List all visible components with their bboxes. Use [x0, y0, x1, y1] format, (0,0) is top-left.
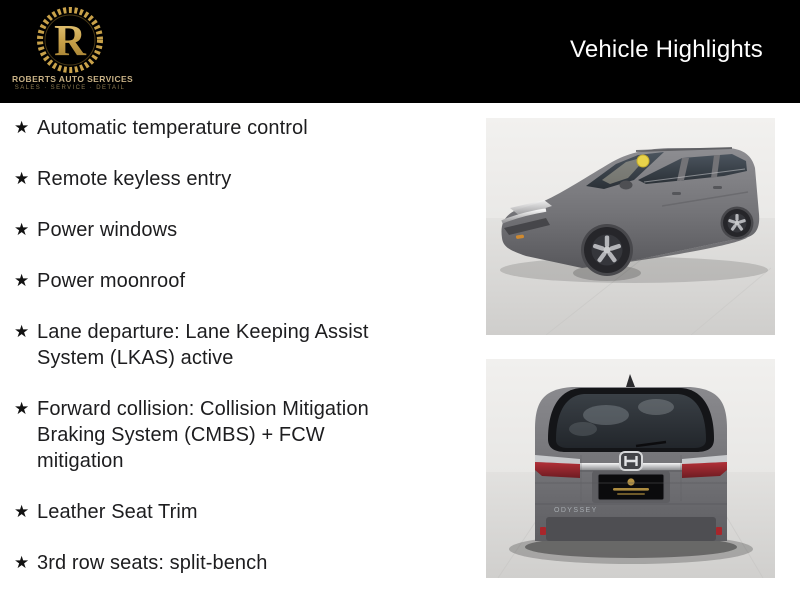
windshield-sticker [637, 155, 649, 167]
feature-item [12, 166, 442, 192]
left-taillight [535, 455, 580, 478]
feature-text: Automatic temperature control [37, 117, 308, 139]
star-bullet-icon: ★ [14, 502, 30, 521]
logo-monogram: R [54, 16, 86, 65]
feature-text: Leather Seat Trim [37, 501, 198, 523]
feature-text: 3rd row seats: split-bench [37, 552, 268, 574]
laurel-wreath-icon [22, 4, 118, 76]
star-bullet-icon: ★ [14, 220, 30, 239]
feature-text: Forward collision: Collision Mitigation Braking System (CMBS) + FCW mitigation [37, 398, 369, 472]
feature-item [12, 550, 442, 576]
logo-name: ROBERTS AUTO SERVICES [12, 74, 134, 84]
star-bullet-icon: ★ [14, 169, 30, 188]
feature-item [12, 115, 442, 141]
feature-item [12, 319, 442, 371]
feature-text: Power moonroof [37, 270, 186, 292]
star-bullet-icon: ★ [14, 553, 30, 572]
vehicle-photo-front-three-quarter [486, 118, 775, 335]
dealer-license-plate [598, 474, 664, 500]
page-title: Vehicle Highlights [569, 36, 763, 63]
star-bullet-icon: ★ [14, 118, 30, 137]
star-bullet-icon: ★ [14, 322, 30, 341]
feature-item [12, 217, 442, 243]
rear-wheel [723, 209, 751, 237]
logo-tagline: SALES · SERVICE · DETAIL [14, 85, 126, 91]
minivan-rear [535, 374, 727, 541]
feature-list [12, 109, 442, 600]
star-bullet-icon: ★ [14, 271, 30, 290]
dealer-logo [12, 4, 134, 91]
front-wheel [584, 227, 630, 273]
feature-text: Power windows [37, 219, 178, 241]
left-reflector [540, 527, 546, 535]
right-taillight [682, 455, 727, 478]
vehicle-photo-rear [486, 359, 775, 578]
star-bullet-icon: ★ [14, 399, 30, 418]
honda-logo-icon [620, 452, 642, 470]
feature-text: Remote keyless entry [37, 168, 232, 190]
feature-text: Lane departure: Lane Keeping Assist System (LKAS) active [37, 321, 369, 369]
header [0, 0, 800, 103]
feature-item [12, 396, 442, 474]
feature-item [12, 499, 442, 525]
feature-item [12, 268, 442, 294]
odyssey-badge: ODYSSEY [554, 507, 598, 514]
right-reflector [716, 527, 722, 535]
